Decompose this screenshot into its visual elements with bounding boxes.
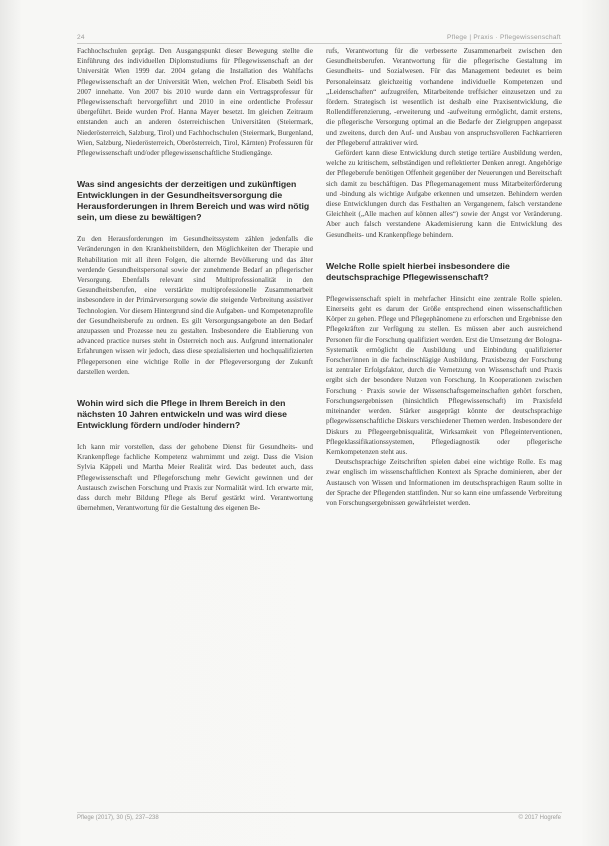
- left-column: [77, 46, 313, 816]
- interview-question: Welche Rolle spielt hierbei insbesondere die deutschsprachige Pflegewissenschaft?: [326, 260, 510, 282]
- footer-publisher: © 2017 Hogrefe: [518, 815, 561, 821]
- footer-rule: [77, 812, 562, 813]
- body-paragraph: Ich kann mir vorstellen, dass der gehobene Dienst für Gesundheits- und Krankenpflege fachliche Kompetenz wahrnimmt und zeigt. Dass die Vision Sylvia Käppeli und Martha Meier Realität wird. Das bedeutet auch, dass Pflegewissenschaft und Pflegeforschung mehr Gewicht gewinnen und der Austausch zwischen Forschung und Praxis zur Normalität wird. Ich erwarte mir, dass durch mehr Bildung Pflege als Beruf gestärkt wird. Verantwortung übernehmen, Verantwortung für die Gestaltung des eigenen Be-: [77, 443, 313, 513]
- body-paragraph: rufs, Verantwortung für die verbesserte Zusammenarbeit zwischen den Gesundheitsberufen. Verantwortung für die pflegerische Gestaltung im Gesundheits- und Sozialwesen. Für das Management bedeutet es beim Personaleinsatz gleichzeitig vorhandene individuelle Kompetenzen und „Leidenschaften“ aufzugreifen, Mitarbeitende treffsicher einzusetzen und zu fördern. Strategisch ist wesentlich ist deshalb eine Praxisentwicklung, die Rollendifferenzierung, -erweiterung und -aufweitung ermöglicht, damit erstens, die pflegerische Versorgung optimal an die Bedarfe der Zielgruppen angepasst und zweitens, durch den Auf- und Ausbau von anspruchsvolleren Fachkarrieren der Pflegeberuf attraktiver wird.: [326, 47, 562, 147]
- interview-question: Wohin wird sich die Pflege in Ihrem Bereich in den nächsten 10 Jahren entwickeln und was wird diese Entwicklung fördern und/oder hindern?: [77, 398, 288, 431]
- body-paragraph: Pflegewissenschaft spielt in mehrfacher Hinsicht eine zentrale Rolle spielen. Einerseits geht es darum der Größe entsprechend einen wissenschaftlichen Körper zu gehen. Pflege und Pflegephänomene zu erforschen und Ergebnisse den Pflegekräften zur Verfügung zu stellen. Es müssen aber auch ausreichend Personen für die Forschung qualifiziert werden. Erst die Umsetzung der Bologna-Systematik ermöglicht die Ausbildung und Einbindung qualifizierter Forscher/innen in die facheinschlägige Ausbildung. Praxisbezug der Forschung ist zentraler Erfolgsfaktor, durch die Vernetzung von Wissenschaft und Praxis ergibt sich der besondere Nutzen von Forschung. In Kooperationen zwischen Forschung · Praxis sowie der Wissenschaftsgemeinschaften gehört forschen, Forschungsergebnissen (hinsichtlich Pflegewissenschaft) im Praxisfeld miteinander werden. Stärker ausgeprägt könnte der deutschsprachige pflegewissenschaftliche Diskurs verschiedener Themen werden. Insbesondere der Diskurs zu Pflegeergebnisqualität, Wirksamkeit von Pflegeinterventionen, Pflegeklassifikationssystemen, Pflegediagnostik oder pflegerische Kernkompetenzen steht aus.: [326, 294, 562, 456]
- footer-citation: Pflege (2017), 30 (5), 237–238: [77, 815, 159, 821]
- body-paragraph: Deutschsprachige Zeitschriften spielen dabei eine wichtige Rolle. Es mag zwar englisch im wissenschaftlichen Kontext als Sprache dominieren, aber der Austausch von Wissen und Informationen im deutschsprachigen Raum sollte in der Sprache der Pflegenden stattfinden. Nur so kann eine umfassende Verbreitung von Forschungsergebnissen gewährleistet werden.: [326, 458, 562, 507]
- body-paragraph: Zu den Herausforderungen im Gesundheitssystem zählen jedenfalls die Veränderungen in den Krankheitsbildern, den Möglichkeiten der Therapie und Rehabilitation mit all ihren Folgen, die alternde Bevölkerung und das älter werdende Gesundheitspersonal sowie der zunehmende Bedarf an pflegerischer Versorgung. Ebenfalls relevant sind Multiprofessionalität in den Gesundheitsberufen, eine verstärkte multiprofessionelle Zusammenarbeit insbesondere in der Primärversorgung sowie die steigende Verbreitung assistiver Technologien. Vor diesem Hintergrund sind die Aufgaben- und Kompetenzprofile der Gesundheitsberufe zu ordnen. Es gilt Versorgungsangebote an den Bedarf anzupassen und Prozesse neu zu gestalten. Insbesondere die Etablierung von advanced practice nurses steht in Österreich noch aus. Aufgrund internationaler Erfahrungen wissen wir jedoch, dass diese spezialisierten und hochqualifizierten Pflegepersonen eine wichtige Rolle in der Pflegeversorgung der Zukunft darstellen werden.: [77, 235, 313, 376]
- right-column: [326, 46, 562, 816]
- body-paragraph: Fachhochschulen geprägt. Den Ausgangspunkt dieser Bewegung stellte die Einführung des individuellen Diplomstudiums für Pflegewissenschaft an der Universität Wien 1999 dar. 2004 gelang die Installation des Wahlfachs Pflegewissenschaft an der Universität Wien, welchen Prof. Elisabeth Seidl bis 2007 innehatte. Von 2007 bis 2010 wurde dann ein Vertragsprofessur für Pflegewissenschaft hervorgeführt und 2010 in eine ordentliche Professur übergeführt. Beide wurden Prof. Hanna Mayer besetzt. Im gleichen Zeitraum entstanden auch an anderen österreichischen Universitäten (Steiermark, Niederösterreich, Salzburg, Tirol) und Fachhochschulen (Steiermark, Burgenland, Wien, Salzburg, Niederösterreich, Oberösterreich, Tirol, Kärnten) Professuren für Pflegewissenschaft und/oder pflegewissenschaftliche Studiengänge.: [77, 47, 313, 158]
- running-header: Pflege | Praxis · Pflegewissenschaft: [446, 34, 561, 41]
- header-rule: [77, 43, 562, 44]
- page-number: 24: [77, 34, 85, 41]
- body-paragraph: Gefördert kann diese Entwicklung durch stetige tertiäre Ausbildung werden, welche zu kritischem, selbständigen und reflektierter Denken anregt. Angehörige der Pflegeberufe benötigen Offenheit gegenüber der Neuerungen und Bereitschaft sich damit zu beschäftigen. Das Pflegemanagement muss Mitarbeiterförderung und -bindung als wichtige Aufgabe erkennen und umsetzen. Behindern werden diese Entwicklungen durch das Festhalten an Vergangenem, falsch verstandene Gleichheit („Alle machen auf können alles“) sowie der Angst vor Veränderung. Aber auch falsch verstandene Akademisierung kann die Entwicklung des Gesundheits- und Krankenpflege behindern.: [326, 149, 562, 239]
- interview-question: Was sind angesichts der derzeitigen und zukünftigen Entwicklungen in der Gesundheitsversorgung die Herausforderungen in Ihrem Bereich und was wird nötig sein, um diese zu bewältigen?: [77, 179, 310, 223]
